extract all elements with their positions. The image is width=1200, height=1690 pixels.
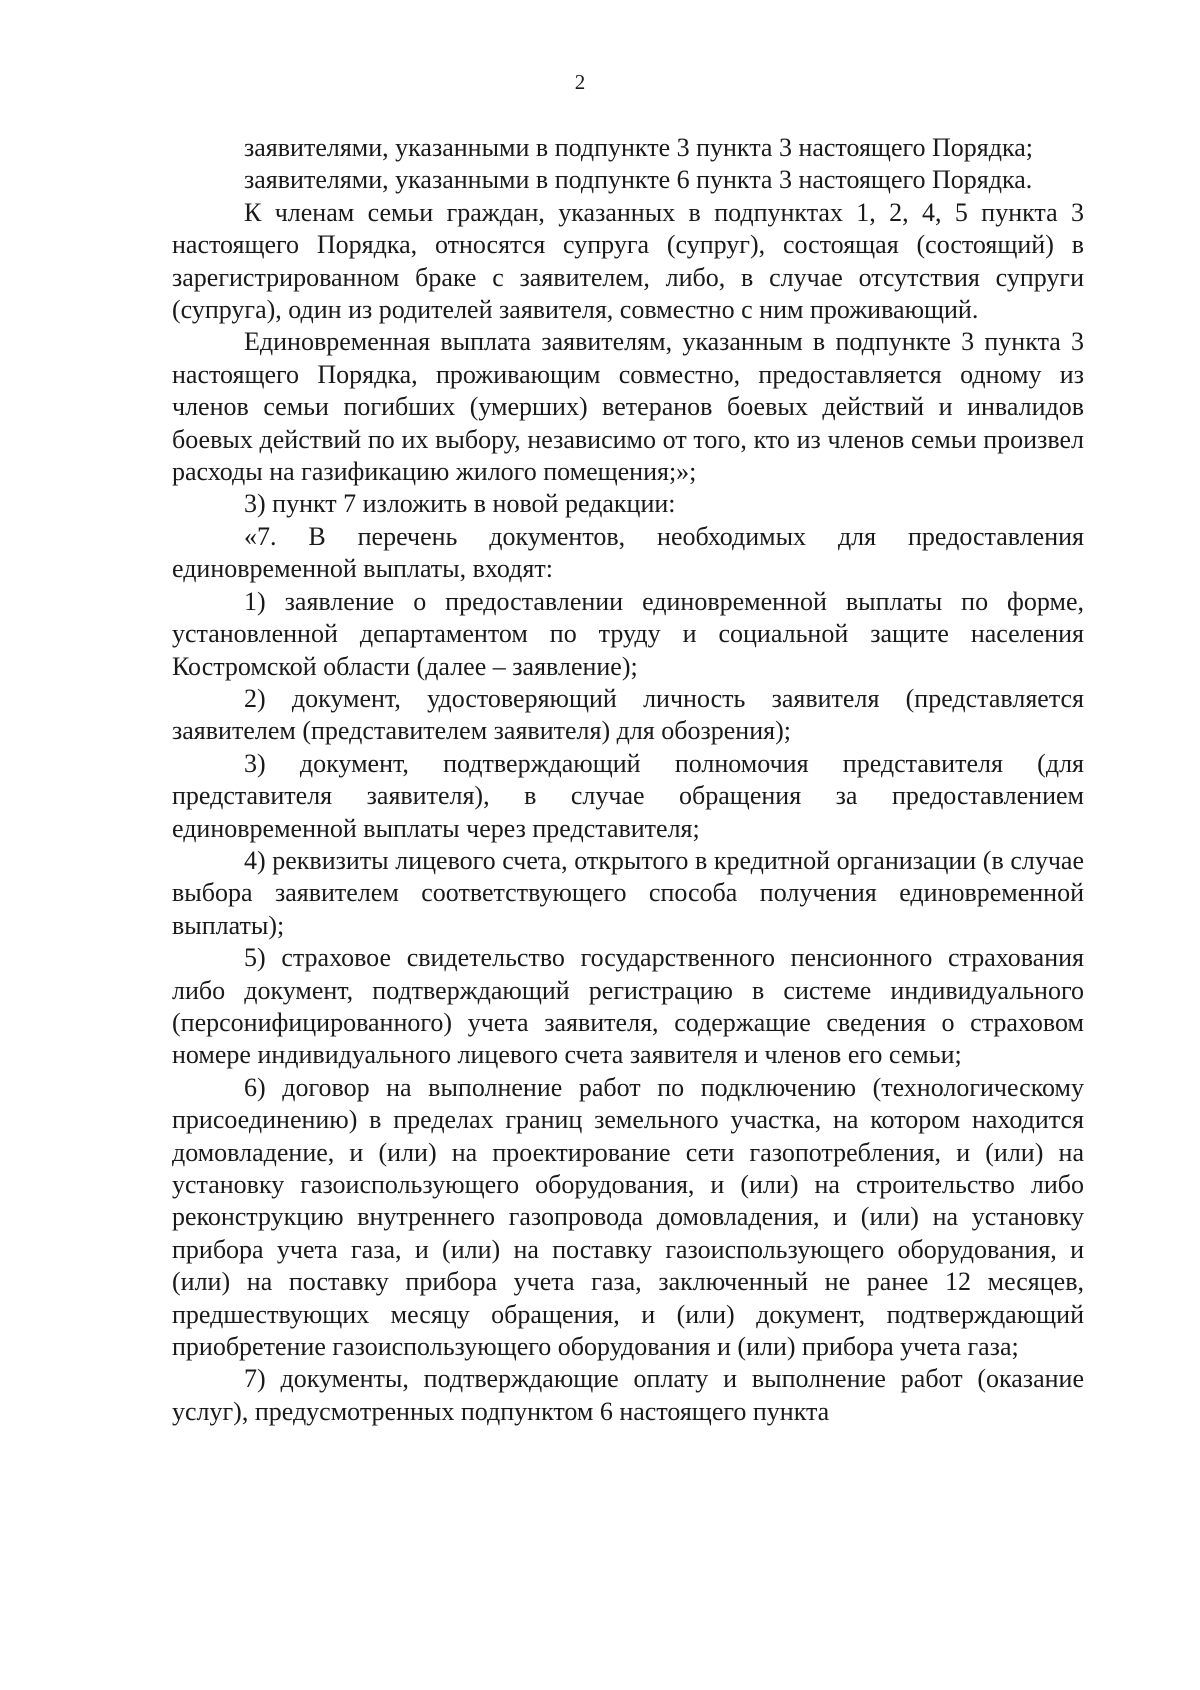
paragraph: К членам семьи граждан, указанных в подпунктах 1, 2, 4, 5 пункта 3 настоящего Порядка, относятся супруга (супруг), состоящая (состоящий) в зарегистрированном браке с заявителем, либо, в случае отсутствия супруги (супруга), один из родителей заявителя, совместно с ним проживающий. (172, 197, 1084, 325)
paragraph: заявителями, указанными в подпункте 6 пункта 3 настоящего Порядка. (244, 165, 1033, 195)
paragraph: 2) документ, удостоверяющий личность заявителя (представляется заявителем (представителем заявителя) для обозрения); (172, 683, 1084, 746)
paragraph: Единовременная выплата заявителям, указанным в подпункте 3 пункта 3 настоящего Порядка, проживающим совместно, предоставляется одному из членов семьи погибших (умерших) ветеранов боевых действий и инвалидов боевых действий по их выбору, независимо от того, кто из членов семьи произвел расходы на газификацию жилого помещения;»; (172, 327, 1084, 487)
paragraph: 6) договор на выполнение работ по подключению (технологическому присоединению) в пределах границ земельного участка, на котором находится домовладение, и (или) на проектирование сети газопотребления, и (или) на установку газоиспользующего оборудования, и (или) на строительство либо реконструкцию внутреннего газопровода домовладения, и (или) на установку прибора учета газа, и (или) на поставку газоиспользующего оборудования, и (или) на поставку прибора учета газа, заключенный не ранее 12 месяцев, предшествующих месяцу обращения, и (или) документ, подтверждающий приобретение газоиспользующего оборудования и (или) прибора учета газа; (172, 1072, 1084, 1362)
paragraph: 7) документы, подтверждающие оплату и выполнение работ (оказание услуг), предусмотренных подпунктом 6 настоящего пункта (172, 1364, 1084, 1426)
page-number: 2 (574, 70, 586, 94)
paragraph: заявителями, указанными в подпункте 3 пункта 3 настоящего Порядка; (244, 133, 1033, 162)
document-body (172, 132, 1084, 1428)
paragraph: «7. В перечень документов, необходимых для предоставления единовременной выплаты, входят: (172, 521, 1084, 584)
paragraph: 4) реквизиты лицевого счета, открытого в кредитной организации (в случае выбора заявителем соответствующего способа получения единовременной выплаты); (172, 845, 1084, 940)
paragraph: 5) страховое свидетельство государственного пенсионного страхования либо документ, подтверждающий регистрацию в системе индивидуального (персонифицированного) учета заявителя, содержащие сведения о страховом номере индивидуального лицевого счета заявителя и членов его семьи; (172, 943, 1084, 1070)
paragraph: 1) заявление о предоставлении единовременной выплаты по форме, установленной департаментом по труду и социальной защите населения Костромской области (далее – заявление); (172, 586, 1084, 681)
paragraph: 3) документ, подтверждающий полномочия представителя (для представителя заявителя), в случае обращения за предоставлением единовременной выплаты через представителя; (172, 748, 1084, 843)
paragraph: 3) пункт 7 изложить в новой редакции: (244, 489, 676, 519)
